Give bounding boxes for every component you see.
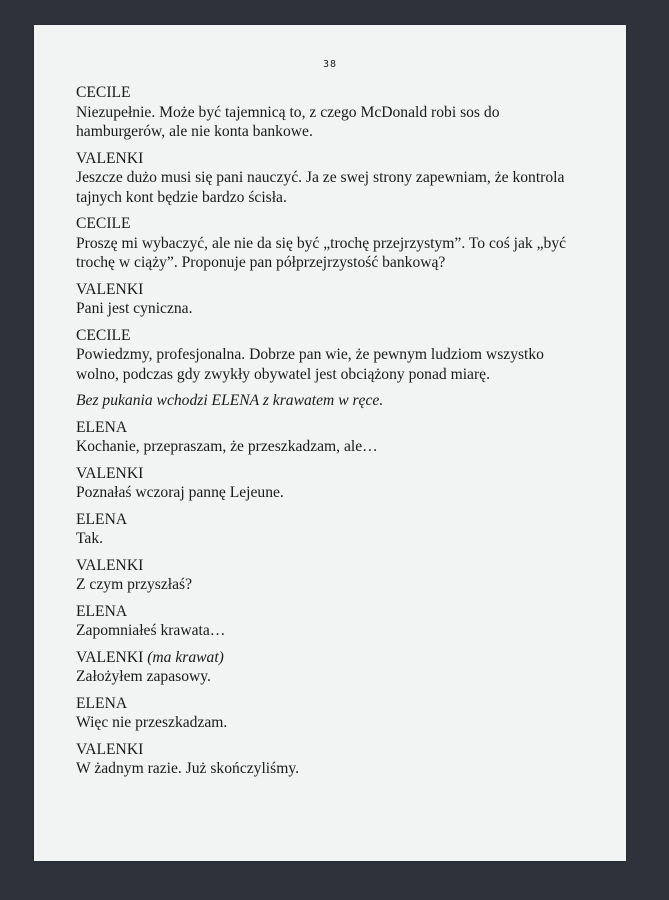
speech-line: Kochanie, przepraszam, że przeszkadzam, ale… [76,438,378,455]
speech-line: Tak. [76,530,104,547]
speaker-name: VALENKI [76,648,144,666]
speaker-name: ELENA [76,694,128,712]
dialogue-block [76,418,596,457]
speaker-name: VALENKI [76,740,144,758]
speaker-name: ELENA [76,418,128,436]
dialogue-block [76,83,596,142]
speech-line: Jeszcze dużo musi się pani nauczyć. Ja ze swej strony zapewniam, że kontrola [76,169,565,186]
speaker-name: CECILE [76,326,131,344]
dialogue-block [76,694,596,733]
speech-line: tajnych kont będzie bardzo ścisła. [76,188,287,206]
dialogue-content [76,83,596,786]
speech-line: Więc nie przeszkadzam. [76,714,228,731]
script-page [34,25,626,861]
speech-line: Poznałaś wczoraj pannę Lejeune. [76,484,284,501]
speech-line: Zapomniałeś krawata… [76,622,226,639]
speaker-name: ELENA [76,602,128,620]
speech-line: W żadnym razie. Już skończyliśmy. [76,760,300,777]
speaker-name: VALENKI [76,556,144,574]
dialogue-block [76,280,596,319]
dialogue-block [76,602,596,641]
speech-line: Niezupełnie. Może być tajemnicą to, z czego McDonald robi sos do [76,103,500,121]
inline-stage-direction: (ma krawat) [147,648,224,666]
page-number: 38 [322,59,338,70]
speaker-line [76,648,596,668]
speech-line: Powiedzmy, profesjonalna. Dobrze pan wie, że pewnym ludziom wszystko [76,346,544,363]
dialogue-block [76,464,596,503]
speaker-name: VALENKI [76,464,144,482]
dialogue-block [76,648,596,687]
dialogue-block [76,326,596,385]
speech-line: Założyłem zapasowy. [76,668,211,685]
dialogue-block [76,740,596,779]
dialogue-block [76,149,596,208]
speech-line: Pani jest cyniczna. [76,300,193,317]
speech-line: Z czym przyszłaś? [76,576,193,593]
speech-line: Proszę mi wybaczyć, ale nie da się być „trochę przejrzystym”. To coś jak „być [76,234,567,252]
speaker-name: VALENKI [76,149,144,167]
speaker-name: CECILE [76,84,131,101]
speaker-name: ELENA [76,510,128,528]
speech-line: hamburgerów, ale nie konta bankowe. [76,123,313,140]
stage-direction: Bez pukania wchodzi ELENA z krawatem w ręce. [76,392,384,409]
dialogue-block [76,214,596,273]
dialogue-block [76,556,596,595]
speaker-name: CECILE [76,215,131,232]
speech-line: trochę w ciąży”. Proponuje pan półprzejrzystość bankową? [76,254,446,271]
speech-line: wolno, podczas gdy zwykły obywatel jest obciążony ponad miarę. [76,365,490,383]
dialogue-block [76,510,596,549]
speaker-name: VALENKI [76,280,144,298]
